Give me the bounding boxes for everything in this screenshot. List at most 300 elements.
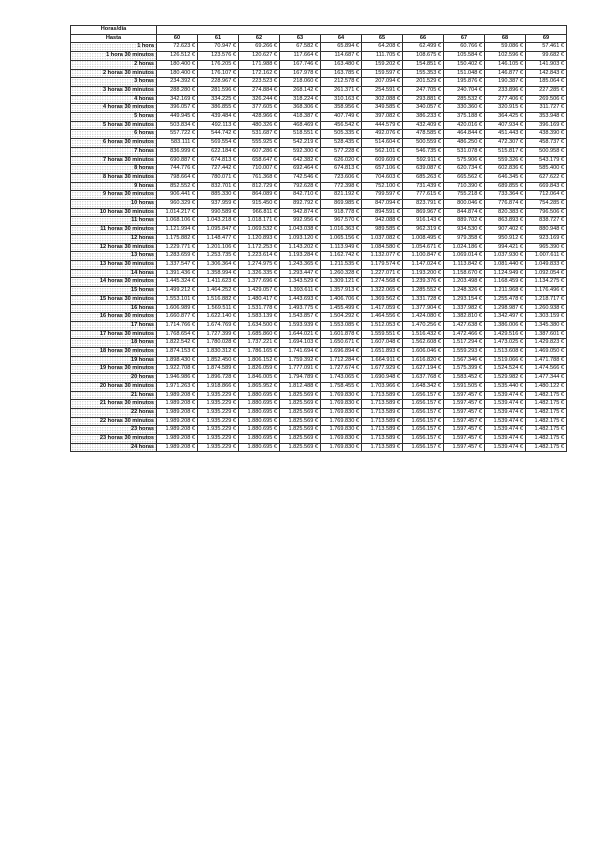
column-header: 68 [485,34,526,43]
table-cell: 776.874 € [485,200,526,209]
table-cell: 418.387 € [280,113,321,122]
table-cell: 64.208 € [362,43,403,52]
table-cell: 1.935.229 € [198,400,239,409]
table-cell: 1.806.152 € [239,356,280,365]
table-cell: 934.530 € [444,226,485,235]
table-cell: 627.622 € [526,173,567,182]
row-label: 21 horas 30 minutos [71,400,157,409]
table-cell: 674.813 € [321,165,362,174]
table-cell: 449.945 € [157,113,198,122]
row-label: 18 horas 30 minutos [71,348,157,357]
table-cell: 869.967 € [403,208,444,217]
table-row [71,339,567,348]
table-cell: 1.769.830 € [321,426,362,435]
table-cell: 1.464.252 € [198,287,239,296]
table-cell: 1.516.432 € [403,330,444,339]
row-label: 10 horas 30 minutos [71,208,157,217]
table-row [71,408,567,417]
table-cell: 761.368 € [239,173,280,182]
table-cell: 1.175.882 € [157,234,198,243]
table-cell: 212.578 € [321,78,362,87]
table-cell: 1.255.478 € [485,295,526,304]
table-cell: 607.286 € [239,147,280,156]
header-title: Horas/día [71,26,157,35]
table-cell: 1.769.830 € [321,400,362,409]
table-cell: 1.989.208 € [157,443,198,452]
table-cell: 1.342.497 € [485,313,526,322]
table-cell: 1.656.157 € [403,400,444,409]
table-cell: 1.713.589 € [362,443,403,452]
table-cell: 1.406.706 € [321,295,362,304]
table-cell: 240.704 € [444,86,485,95]
table-cell: 528.435 € [321,139,362,148]
table-cell: 823.791 € [403,200,444,209]
table-cell: 1.825.569 € [280,443,321,452]
table-cell: 60.766 € [444,43,485,52]
table-cell: 1.482.175 € [526,443,567,452]
table-cell: 172.162 € [239,69,280,78]
table-cell: 583.111 € [157,139,198,148]
table-cell: 1.018.171 € [239,217,280,226]
row-label: 17 horas 30 minutos [71,330,157,339]
table-cell: 1.124.949 € [485,269,526,278]
table-cell: 575.906 € [444,156,485,165]
table-cell: 1.455.499 € [321,304,362,313]
table-cell: 146.877 € [485,69,526,78]
table-cell: 1.741.694 € [280,348,321,357]
table-cell: 123.576 € [198,52,239,61]
table-cell: 1.794.789 € [280,374,321,383]
table-cell: 364.425 € [485,113,526,122]
table-cell: 1.424.080 € [403,313,444,322]
table-cell: 792.628 € [280,182,321,191]
table-cell: 285.532 € [444,95,485,104]
table-cell: 1.100.847 € [403,252,444,261]
table-cell: 377.605 € [239,104,280,113]
row-label: 9 horas 30 minutos [71,191,157,200]
row-label: 23 horas [71,426,157,435]
table-cell: 836.999 € [157,147,198,156]
table-cell: 1.499.212 € [157,287,198,296]
table-cell: 1.358.994 € [198,269,239,278]
table-cell: 1.553.085 € [321,321,362,330]
table-cell: 451.443 € [485,130,526,139]
row-label: 21 horas [71,391,157,400]
table-row [71,165,567,174]
column-header: 64 [321,34,362,43]
table-row [71,86,567,95]
row-label: 2 horas [71,60,157,69]
table-row [71,208,567,217]
table-cell: 557.722 € [157,130,198,139]
table-cell: 852.552 € [157,182,198,191]
table-cell: 1.830.312 € [198,348,239,357]
table-cell: 234.392 € [157,78,198,87]
table-cell: 592.911 € [403,156,444,165]
table-cell: 1.606.989 € [157,304,198,313]
table-cell: 577.228 € [321,147,362,156]
row-label: 8 horas 30 minutos [71,173,157,182]
table-cell: 1.880.695 € [239,417,280,426]
table-cell: 190.387 € [485,78,526,87]
header-subtitle: Hasta [71,34,157,43]
table-cell: 247.705 € [403,86,444,95]
table-cell: 102.596 € [485,52,526,61]
table-cell: 744.776 € [157,165,198,174]
table-cell: 1.703.966 € [362,382,403,391]
row-label: 4 horas [71,95,157,104]
table-row [71,269,567,278]
table-cell: 602.836 € [485,165,526,174]
table-row [71,156,567,165]
table-cell: 1.008.495 € [403,234,444,243]
table-cell: 167.746 € [280,60,321,69]
table-cell: 1.393.611 € [280,287,321,296]
table-cell: 1.512.053 € [362,321,403,330]
table-cell: 163.480 € [321,60,362,69]
row-label: 22 horas [71,408,157,417]
table-cell: 72.623 € [157,43,198,52]
table-cell: 585.400 € [526,165,567,174]
table-cell: 1.092.054 € [526,269,567,278]
table-cell: 960.329 € [157,200,198,209]
table-cell: 1.513.608 € [485,348,526,357]
table-cell: 1.043.038 € [280,226,321,235]
row-label: 1 hora 30 minutos [71,52,157,61]
table-cell: 1.331.728 € [403,295,444,304]
row-label: 4 horas 30 minutos [71,104,157,113]
table-cell: 1.211.968 € [485,287,526,296]
table-cell: 1.369.562 € [362,295,403,304]
table-cell: 167.978 € [280,69,321,78]
table-cell: 154.851 € [403,60,444,69]
table-cell: 159.202 € [362,60,403,69]
table-cell: 665.562 € [444,173,485,182]
table-cell: 456.542 € [321,121,362,130]
table-cell: 59.086 € [485,43,526,52]
table-cell: 723.606 € [321,173,362,182]
table-cell: 1.627.194 € [403,365,444,374]
table-cell: 543.179 € [526,156,567,165]
table-cell: 1.382.810 € [444,313,485,322]
table-cell: 1.445.324 € [157,278,198,287]
table-cell: 1.429.057 € [239,287,280,296]
table-cell: 1.337.982 € [444,304,485,313]
table-cell: 559.326 € [485,156,526,165]
table-cell: 1.143.202 € [280,243,321,252]
row-label: 18 horas [71,339,157,348]
table-cell: 1.274.568 € [362,278,403,287]
table-cell: 1.504.292 € [321,313,362,322]
row-label: 6 horas 30 minutos [71,139,157,148]
table-cell: 375.188 € [444,113,485,122]
row-label: 11 horas 30 minutos [71,226,157,235]
table-cell: 1.386.006 € [485,321,526,330]
table-row [71,139,567,148]
table-cell: 626.020 € [321,156,362,165]
table-cell: 780.071 € [198,173,239,182]
table-cell: 207.094 € [362,78,403,87]
table-cell: 752.100 € [362,182,403,191]
table-cell: 1.989.208 € [157,426,198,435]
table-row [71,173,567,182]
table-cell: 1.553.101 € [157,295,198,304]
table-cell: 1.387.601 € [526,330,567,339]
table-cell: 531.687 € [239,130,280,139]
table-cell: 358.956 € [321,104,362,113]
table-row [71,252,567,261]
table-cell: 592.300 € [280,147,321,156]
table-cell: 1.685.860 € [239,330,280,339]
table-cell: 1.846.005 € [239,374,280,383]
table-cell: 842.710 € [280,191,321,200]
table-row [71,426,567,435]
column-header: 60 [157,34,198,43]
table-cell: 1.648.342 € [403,382,444,391]
table-cell: 108.675 € [403,52,444,61]
table-cell: 1.014.217 € [157,208,198,217]
table-body [71,43,567,452]
table-cell: 444.579 € [362,121,403,130]
row-label: 19 horas 30 minutos [71,365,157,374]
table-cell: 658.647 € [239,156,280,165]
table-cell: 674.813 € [198,156,239,165]
table-cell: 349.585 € [362,104,403,113]
table-cell: 1.712.284 € [321,356,362,365]
table-row [71,382,567,391]
table-cell: 1.597.457 € [444,417,485,426]
table-cell: 1.758.455 € [321,382,362,391]
table-cell: 1.825.569 € [280,408,321,417]
table-cell: 1.825.569 € [280,391,321,400]
table-cell: 1.989.208 € [157,435,198,444]
table-cell: 1.417.059 € [362,304,403,313]
table-cell: 885.330 € [198,191,239,200]
table-cell: 201.529 € [403,78,444,87]
row-label: 5 horas [71,113,157,122]
table-cell: 777.615 € [403,191,444,200]
table-cell: 1.054.671 € [403,243,444,252]
table-cell: 1.690.948 € [362,374,403,383]
table-cell: 620.734 € [444,165,485,174]
table-row [71,321,567,330]
row-label: 20 horas 30 minutos [71,382,157,391]
table-cell: 1.769.830 € [321,408,362,417]
table-cell: 1.345.380 € [526,321,567,330]
table-cell: 438.390 € [526,130,567,139]
table-cell: 396.169 € [526,121,567,130]
table-cell: 1.084.580 € [362,243,403,252]
table-cell: 1.606.046 € [403,348,444,357]
table-cell: 486.250 € [444,139,485,148]
table-cell: 569.554 € [198,139,239,148]
table-cell: 1.694.103 € [280,339,321,348]
table-cell: 1.583.139 € [239,313,280,322]
table-cell: 838.727 € [526,217,567,226]
table-cell: 1.482.175 € [526,408,567,417]
table-cell: 1.227.071 € [362,269,403,278]
table-cell: 514.604 € [362,139,403,148]
table-cell: 62.499 € [403,43,444,52]
table-cell: 386.855 € [198,104,239,113]
table-cell: 141.903 € [526,60,567,69]
table-cell: 704.603 € [362,173,403,182]
table-cell: 1.477.344 € [526,374,567,383]
table-cell: 1.539.474 € [485,435,526,444]
table-cell: 1.482.175 € [526,435,567,444]
table-cell: 847.094 € [362,200,403,209]
table-cell: 1.472.466 € [444,330,485,339]
table-cell: 1.148.477 € [198,234,239,243]
table-cell: 1.539.474 € [485,408,526,417]
table-cell: 710.007 € [239,165,280,174]
table-cell: 150.402 € [444,60,485,69]
column-header-row [71,34,567,43]
table-row [71,278,567,287]
table-cell: 966.811 € [239,208,280,217]
table-cell: 1.713.589 € [362,408,403,417]
table-cell: 397.082 € [362,113,403,122]
table-row [71,226,567,235]
table-cell: 1.429.516 € [485,330,526,339]
table-cell: 386.233 € [403,113,444,122]
table-cell: 863.893 € [485,217,526,226]
table-cell: 1.243.365 € [280,260,321,269]
table-cell: 1.597.457 € [444,391,485,400]
header-title-row [71,26,567,35]
table-cell: 1.769.830 € [321,435,362,444]
table-cell: 1.306.364 € [198,260,239,269]
table-cell: 994.421 € [485,243,526,252]
table-cell: 1.524.524 € [485,365,526,374]
table-cell: 1.656.157 € [403,435,444,444]
table-cell: 965.390 € [526,243,567,252]
compensation-table [70,25,567,452]
table-row [71,78,567,87]
table-cell: 117.664 € [280,52,321,61]
table-cell: 1.825.569 € [280,435,321,444]
table-cell: 407.749 € [321,113,362,122]
table-row [71,191,567,200]
table-cell: 1.607.048 € [362,339,403,348]
table-cell: 1.470.256 € [403,321,444,330]
table-cell: 1.193.284 € [280,252,321,261]
table-cell: 990.589 € [198,208,239,217]
table-cell: 478.585 € [403,130,444,139]
table-cell: 1.713.589 € [362,391,403,400]
table-cell: 967.570 € [321,217,362,226]
row-label: 12 horas [71,234,157,243]
row-label: 20 horas [71,374,157,383]
table-cell: 1.880.695 € [239,408,280,417]
column-header: 67 [444,34,485,43]
table-cell: 1.777.091 € [280,365,321,374]
table-cell: 1.769.830 € [321,443,362,452]
table-cell: 1.337.547 € [157,260,198,269]
table-cell: 1.713.589 € [362,435,403,444]
table-cell: 1.874.153 € [157,348,198,357]
table-cell: 342.169 € [157,95,198,104]
row-label: 13 horas [71,252,157,261]
table-cell: 646.345 € [485,173,526,182]
table-cell: 1.081.440 € [485,260,526,269]
table-cell: 126.512 € [157,52,198,61]
table-cell: 1.989.208 € [157,400,198,409]
table-cell: 832.701 € [198,182,239,191]
table-cell: 1.769.830 € [321,391,362,400]
row-label: 15 horas [71,287,157,296]
table-cell: 1.132.077 € [362,252,403,261]
table-cell: 1.601.878 € [321,330,362,339]
table-cell: 1.274.975 € [239,260,280,269]
table-cell: 1.696.894 € [321,348,362,357]
table-row [71,121,567,130]
table-cell: 1.482.175 € [526,391,567,400]
table-cell: 1.597.457 € [444,443,485,452]
table-cell: 742.546 € [280,173,321,182]
table-cell: 1.482.175 € [526,400,567,409]
row-label: 14 horas 30 minutos [71,278,157,287]
table-row [71,60,567,69]
table-cell: 146.105 € [485,60,526,69]
table-cell: 293.881 € [403,95,444,104]
table-row [71,443,567,452]
table-cell: 1.007.611 € [526,252,567,261]
table-cell: 1.660.877 € [157,313,198,322]
table-cell: 1.880.695 € [239,443,280,452]
table-cell: 500.559 € [403,139,444,148]
table-cell: 844.874 € [444,208,485,217]
table-cell: 1.482.175 € [526,417,567,426]
table-cell: 1.812.488 € [280,382,321,391]
table-cell: 894.591 € [362,208,403,217]
table-row [71,104,567,113]
table-cell: 609.609 € [362,156,403,165]
table-cell: 820.383 € [485,208,526,217]
table-cell: 432.409 € [403,121,444,130]
table-cell: 57.461 € [526,43,567,52]
table-cell: 754.285 € [526,200,567,209]
table-cell: 111.705 € [362,52,403,61]
table-cell: 1.896.728 € [198,374,239,383]
table-cell: 1.037.082 € [362,234,403,243]
table-cell: 712.064 € [526,191,567,200]
table-cell: 1.825.569 € [280,400,321,409]
table-cell: 228.967 € [198,78,239,87]
table-cell: 531.078 € [444,147,485,156]
table-cell: 669.843 € [526,182,567,191]
table-cell: 1.825.569 € [280,417,321,426]
table-cell: 302.088 € [362,95,403,104]
table-cell: 1.825.569 € [280,426,321,435]
table-cell: 1.283.659 € [157,252,198,261]
table-cell: 755.218 € [444,191,485,200]
table-cell: 685.263 € [403,173,444,182]
table-cell: 1.134.275 € [526,278,567,287]
row-label: 11 horas [71,217,157,226]
table-cell: 254.591 € [362,86,403,95]
table-cell: 1.303.159 € [526,313,567,322]
table-cell: 942.874 € [280,208,321,217]
table-cell: 546.735 € [403,147,444,156]
table-cell: 642.382 € [280,156,321,165]
table-cell: 1.260.938 € [526,304,567,313]
table-row [71,304,567,313]
table-row [71,295,567,304]
row-label: 23 horas 30 minutos [71,435,157,444]
table-cell: 1.203.498 € [444,278,485,287]
table-cell: 1.043.218 € [198,217,239,226]
